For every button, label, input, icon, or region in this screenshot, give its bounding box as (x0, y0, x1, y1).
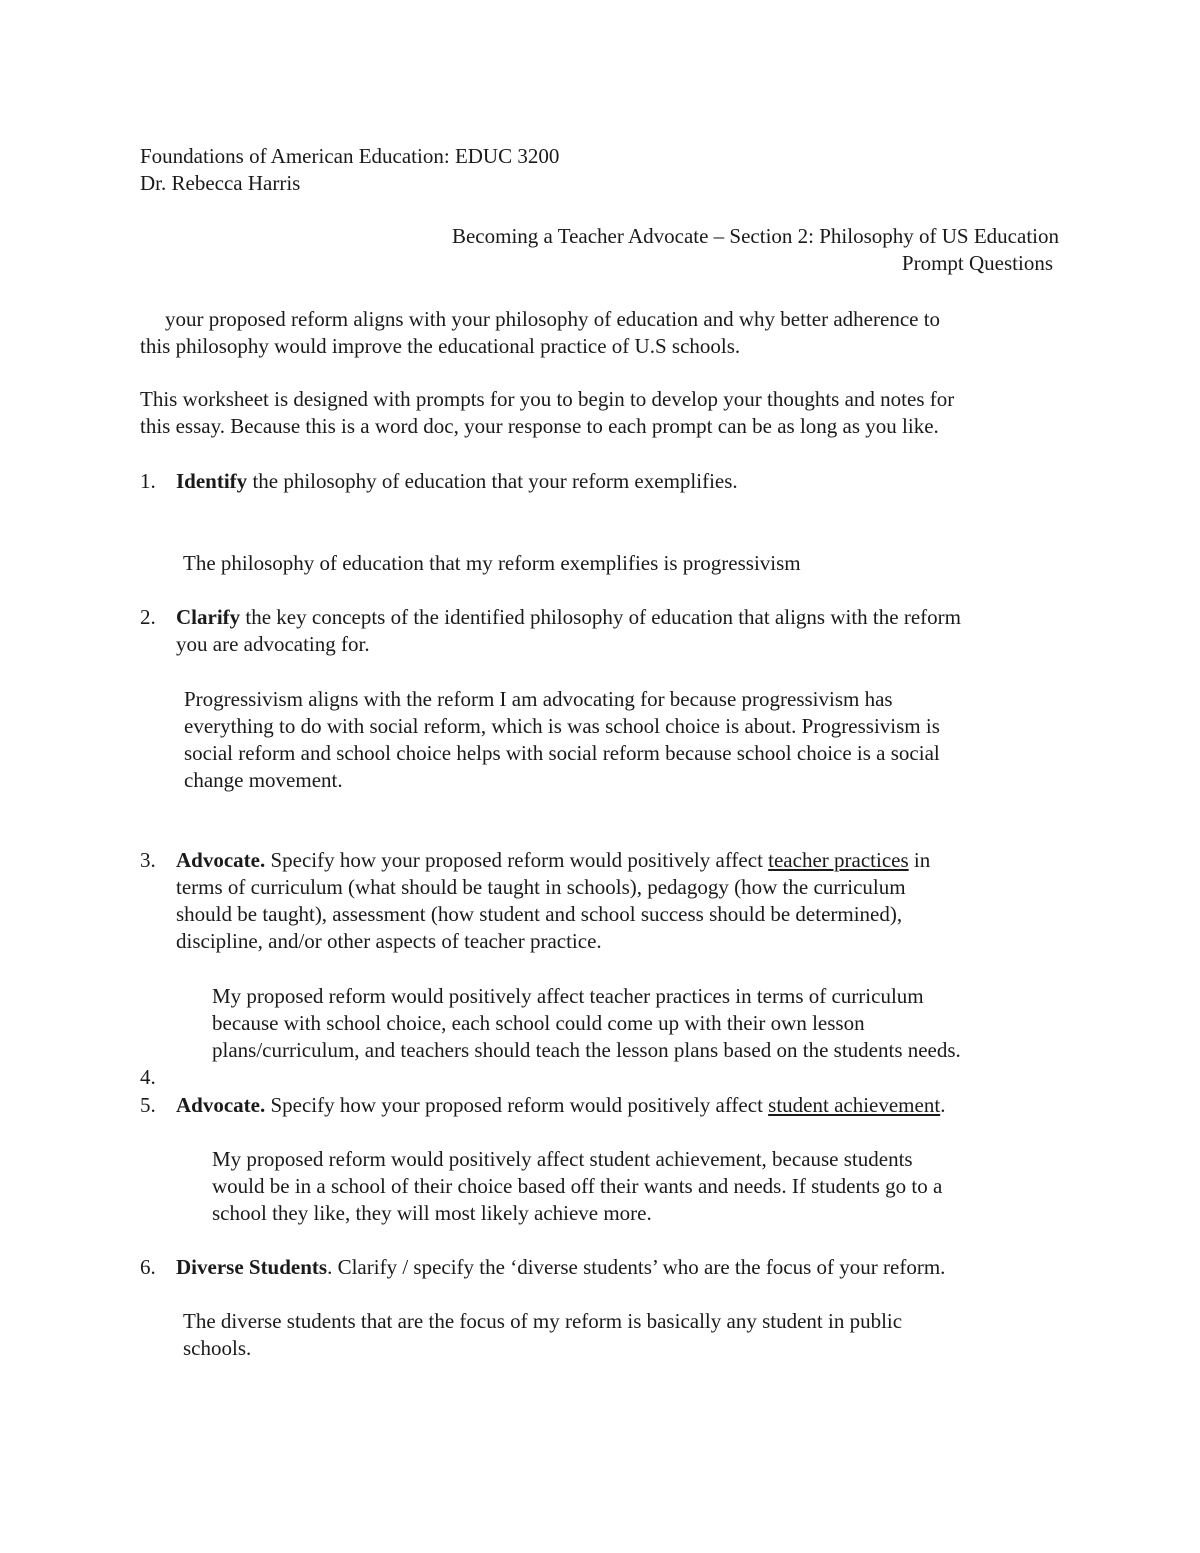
item-2-prompt-line-1 (176, 604, 961, 631)
item-2-answer-line-4: change movement. (184, 768, 343, 792)
item-2-lead: Clarify (176, 605, 241, 629)
item-3-lead: Advocate. (176, 848, 266, 872)
item-1-prompt-text: the philosophy of education that your reform exemplifies. (247, 469, 738, 493)
item-3-prompt-line-4: discipline, and/or other aspects of teacher practice. (176, 929, 602, 953)
item-2-prompt-text: the key concepts of the identified philosophy of education that aligns with the reform (240, 605, 961, 629)
item-5-prompt-underlined: student achievement (768, 1093, 941, 1117)
item-3-answer-line-1: My proposed reform would positively affect teacher practices in terms of curriculum (212, 984, 924, 1008)
item-5-number: 5. (140, 1093, 156, 1117)
item-4-number: 4. (140, 1065, 156, 1089)
item-6-answer-line-1: The diverse students that are the focus of my reform is basically any student in public (183, 1309, 903, 1333)
item-6-prompt (176, 1254, 945, 1281)
item-3-number: 3. (140, 848, 156, 872)
item-3-answer-line-2: because with school choice, each school could come up with their own lesson (212, 1011, 865, 1035)
item-6-prompt-text: . Clarify / specify the ‘diverse students’ who are the focus of your reform. (327, 1255, 946, 1279)
item-1-lead: Identify (176, 469, 248, 493)
item-3-prompt-line-1 (176, 847, 930, 874)
item-1-answer: The philosophy of education that my reform exemplifies is progressivism (183, 551, 801, 575)
item-2-answer-line-3: social reform and school choice helps with social reform because school choice is a social (184, 741, 940, 765)
item-3-prompt-underlined: teacher practices (768, 848, 909, 872)
item-2-number: 2. (140, 605, 156, 629)
intro-paragraph-2-line-2: this essay. Because this is a word doc, your response to each prompt can be as long as you like. (140, 414, 939, 438)
item-1-prompt (176, 468, 738, 495)
item-5-prompt (176, 1092, 945, 1119)
item-3-answer-line-3: plans/curriculum, and teachers should teach the lesson plans based on the students needs. (212, 1038, 961, 1062)
item-3-prompt-post: in (908, 848, 931, 872)
item-1-number: 1. (140, 469, 156, 493)
item-5-answer-line-2: would be in a school of their choice based off their wants and needs. If students go to a (212, 1174, 943, 1198)
item-5-lead: Advocate. (176, 1093, 266, 1117)
course-title: Foundations of American Education: EDUC 3200 (140, 144, 560, 168)
intro-paragraph-2-line-1: This worksheet is designed with prompts for you to begin to develop your thoughts and notes for (140, 387, 955, 411)
item-2-prompt-line-2: you are advocating for. (176, 632, 370, 656)
item-2-answer-line-1: Progressivism aligns with the reform I am advocating for because progressivism has (184, 687, 893, 711)
intro-paragraph-1-line-2: this philosophy would improve the educational practice of U.S schools. (140, 334, 741, 358)
item-6-number: 6. (140, 1255, 156, 1279)
instructor-name: Dr. Rebecca Harris (140, 171, 301, 195)
item-3-prompt-line-3: should be taught), assessment (how student and school success should be determined), (176, 902, 903, 926)
intro-paragraph-1-line-1: your proposed reform aligns with your philosophy of education and why better adherence to (165, 307, 941, 331)
item-5-prompt-post: . (940, 1093, 946, 1117)
item-5-answer-line-1: My proposed reform would positively affect student achievement, because students (212, 1147, 913, 1171)
item-6-answer-line-2: schools. (183, 1336, 252, 1360)
document-title: Becoming a Teacher Advocate – Section 2: Philosophy of US Education (451, 224, 1059, 248)
item-5-prompt-pre: Specify how your proposed reform would positively affect (265, 1093, 769, 1117)
item-5-answer-line-3: school they like, they will most likely achieve more. (212, 1201, 652, 1225)
item-3-prompt-line-2: terms of curriculum (what should be taught in schools), pedagogy (how the curriculum (176, 875, 906, 899)
item-6-lead: Diverse Students (176, 1255, 328, 1279)
document-subtitle: Prompt Questions (901, 251, 1053, 275)
item-3-prompt-pre: Specify how your proposed reform would positively affect (265, 848, 769, 872)
item-2-answer-line-2: everything to do with social reform, which is was school choice is about. Progressivism is (184, 714, 940, 738)
